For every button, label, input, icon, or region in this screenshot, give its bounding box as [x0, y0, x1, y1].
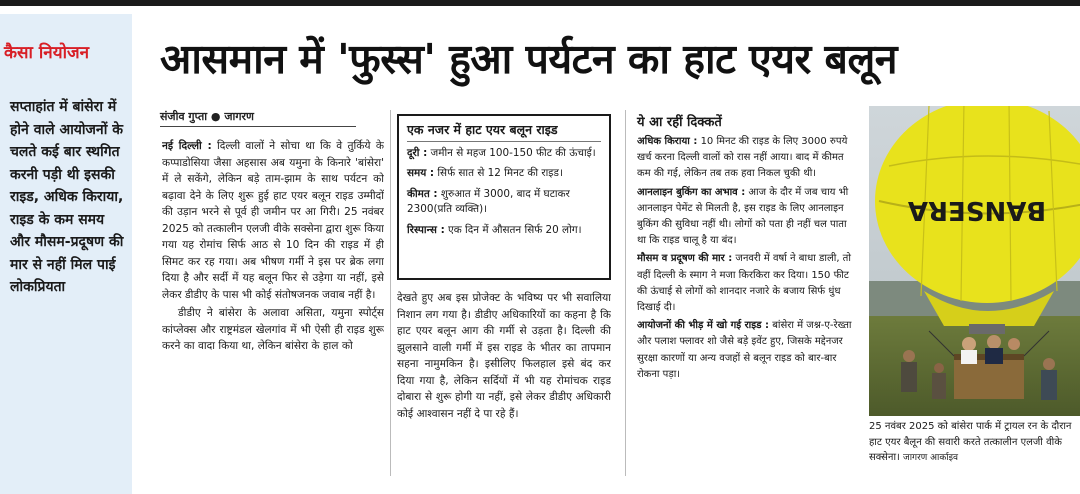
problem-label: अधिक किराया :: [637, 136, 698, 147]
fact-item: [407, 187, 601, 218]
photo-caption: [869, 419, 1080, 467]
problem-label: आनलाइन बुकिंग का अभाव :: [637, 186, 746, 198]
fact-label: दूरी :: [407, 146, 428, 159]
fact-label: रिस्पान्स :: [407, 223, 445, 236]
fact-text: सिर्फ सात से 12 मिनट की राइड।: [437, 167, 563, 180]
fact-box-title: एक नजर में हाट एयर बलून राइड: [407, 122, 601, 142]
problem-text: 10 मिनट की राइड के लिए 3000 रुपये खर्च करना दिल्ली वालों को रास नहीं आया। बाद में कीमत कम की गई, लेकिन तब तक हवा निकल चुकी थी।: [637, 136, 848, 180]
byline-divider: [160, 126, 356, 127]
problems-title: ये आ रहीं दिक्कतें: [637, 115, 722, 130]
balloon-illustration: [869, 106, 1080, 416]
article-column-1: [162, 138, 384, 478]
fact-label: समय :: [407, 167, 435, 180]
column-divider: [390, 110, 391, 476]
fact-text: जमीन से महज 100-150 फीट की ऊंचाई।: [430, 146, 596, 159]
problem-label: मौसम व प्रदूषण की मार :: [637, 253, 733, 265]
problem-item: [637, 134, 855, 183]
sidebar-kicker: कैसा नियोजन: [4, 43, 90, 63]
problem-label: आयोजनों की भीड़ में खो गई राइड :: [637, 320, 770, 332]
paragraph-text: दिल्ली वालों ने सोचा था कि वे तुर्किये के कप्पाडोसिया जैसा अहसास अब यमुना के किनारे 'बांसेरा' में ले सकेंगे, लेकिन बड़े ताम-झाम के साथ पर्यटन को बढ़ावा देने के लिए शुरू हुई हाट एयर बलून राइड उम्मीदों की उड़ान भरने से पूर्व ही जमीन पर आ गिरी। 25 नवंबर 2025 को तत्कालीन एलजी वीके सक्सेना द्वारा शुरू किया गया यह रोमांच सिर्फ आठ से 10 दिन की राइड में ही सिमट कर रह गया। अब भीषण गर्मी ने इस पर ब्रेक लगा दिया है और सर्दी में यह बलून फिर से उड़ेगा या नहीं, इसे लेकर डीडीए के पास भी कोई संतोषजनक जवाब नहीं है।: [162, 140, 384, 301]
problems-column: [637, 134, 855, 476]
caption-text: 25 नवंबर 2025 को बांसेरा पार्क में ट्रायल रन के दौरान हाट एयर बैलून की सवारी करते तत्कालीन एलजी वीके सक्सेना।: [869, 421, 1072, 463]
dateline: नई दिल्ली :: [162, 140, 212, 152]
photo-credit: जागरण आर्काइव: [903, 453, 959, 463]
column-divider: [625, 110, 626, 476]
problem-text: आज के दौर में जब चाय भी आनलाइन पेमेंट से मिलती है, इस राइड के लिए आनलाइन बुकिंग की सुविधा नहीं थी। लोगों को पता ही नहीं चल पाता था कि राइड चालू है या बंद।: [637, 186, 849, 247]
sidebar-summary: सप्ताहांत में बांसेरा में होने वाले आयोजनों के चलते कई बार स्थगित करनी पड़ी थी इसकी राइड, अधिक किराया, राइड के कम समय और मौसम-प्रदूषण की मार से नहीं मिल पाई लोकप्रियता: [10, 99, 124, 295]
top-rule: [0, 0, 1080, 6]
balloon-photo: [869, 106, 1080, 416]
problem-item: [637, 185, 855, 250]
article-paragraph: [162, 138, 384, 303]
fact-text: शुरुआत में 3000, बाद में घटाकर 2300(प्रति व्यक्ति)।: [407, 187, 570, 216]
article-column-2: [397, 290, 611, 476]
article-paragraph: डीडीए ने बांसेरा के अलावा असिता, यमुना स्पोर्ट्स कांप्लेक्स और राष्ट्रमंडल खेलगांव में भी ऐसी ही राइड शुरू करने का वादा किया था, लेकिन बांसेरा के हाल को: [162, 307, 384, 352]
fact-item: [407, 223, 601, 239]
page-title: आसमान में 'फुस्स' हुआ पर्यटन का हाट एयर बलून: [160, 35, 898, 83]
problem-item: [637, 251, 855, 316]
byline: संजीव गुप्ता ● जागरण: [160, 110, 255, 123]
problem-text: बांसेरा में जश्न-ए-रेख्ता और पलाश फ्लावर शो जैसे बड़े इवेंट हुए, जिसके मद्देनजर सुरक्षा कारणों या अन्य वजहों से बलून राइड को बार-बार रोकना पड़ा।: [637, 320, 852, 380]
article-paragraph: देखते हुए अब इस प्रोजेक्ट के भविष्य पर भी सवालिया निशान लग गया है। डीडीए अधिकारियों का कहना है कि हाट एयर बलून आग की गर्मी से उड़ता है। दिल्ली की झुलसाने वाली गर्मी में इस राइड के भीतर का तापमान सहना नामुमकिन है। इसीलिए फिलहाल इसे बंद कर दिया गया है, लेकिन सर्दियों में भी यह रोमांचक राइड दोबारा से शुरू होगी या नहीं, इसे लेकर डीडीए अधिकारी कोई आश्वासन नहीं दे पा रहे हैं।: [397, 292, 611, 420]
fact-item: [407, 146, 601, 162]
fact-item: [407, 166, 601, 182]
problem-item: [637, 318, 855, 383]
balloon-lettering: BANSERA: [907, 195, 1047, 225]
fact-box: [397, 114, 611, 280]
fact-text: एक दिन में औसतन सिर्फ 20 लोग।: [448, 223, 582, 236]
problem-text: जनवरी में वर्षा ने बाधा डाली, तो वहीं दिल्ली के स्माग ने मजा किरकिरा कर दिया। 150 फीट की ऊंचाई से लोगों को शानदार नजारे के बजाय सिर्फ धुंध दिखाई दी।: [637, 253, 851, 314]
fact-label: कीमत :: [407, 187, 438, 200]
